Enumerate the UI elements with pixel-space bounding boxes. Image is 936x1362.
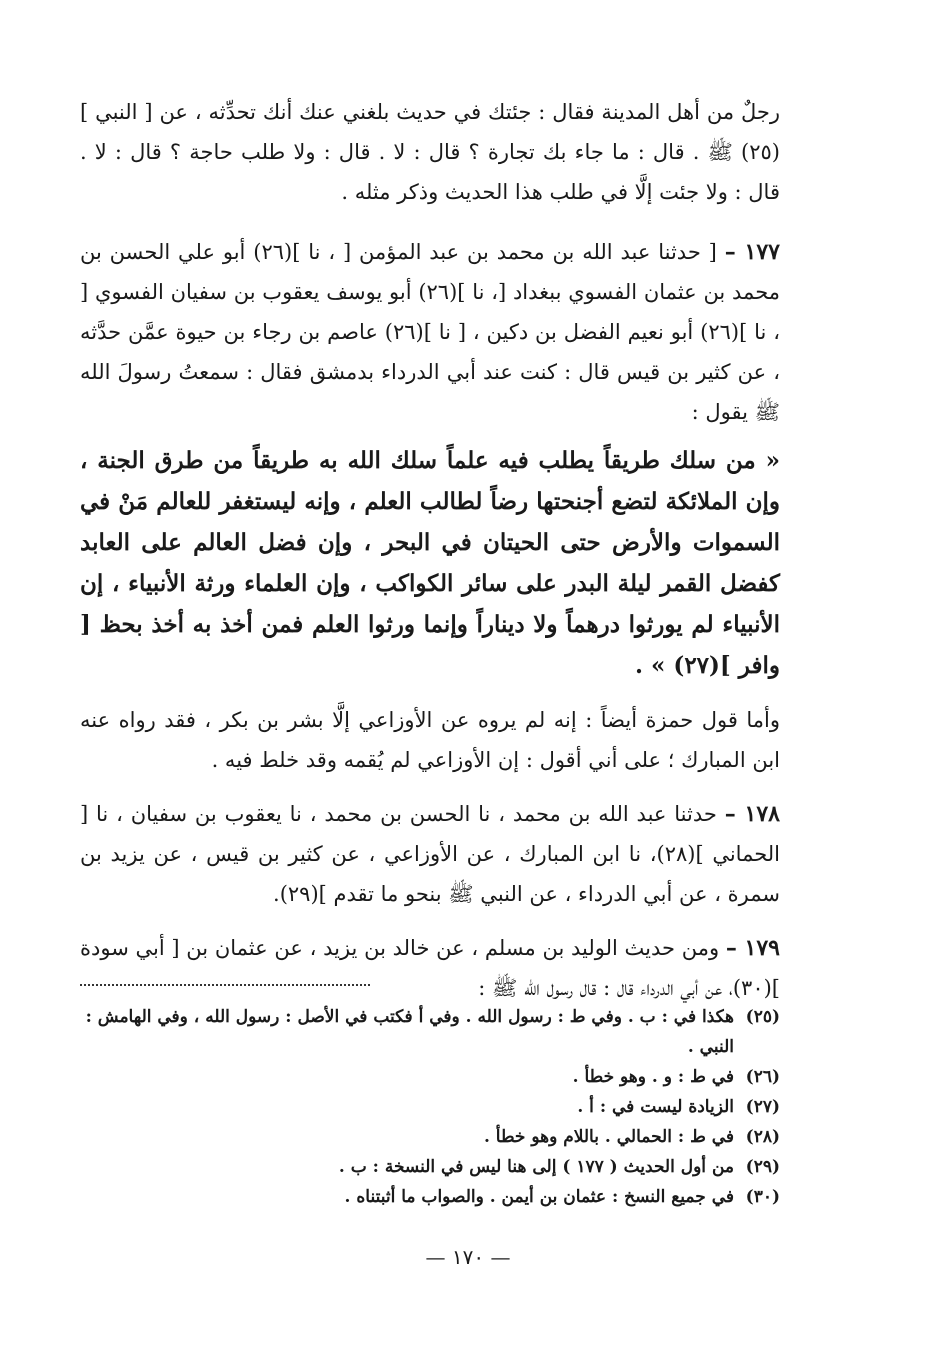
hadith-178-text: حدثنا عبد الله بن محمد ، نا الحسن بن محمد ، نا يعقوب بن سفيان ، نا [ الحماني ](٢٨)، نا ابن المبارك ، عن الأوزاعي ، عن كثير بن قيس ، عن يزيد بن سمرة ، عن أبي الدرداء ، عن النبي ﷺ بنحو ما تقدم ](٢٩).: [80, 802, 780, 906]
page-body: [80, 92, 780, 1207]
footnote-text: في ط : الحمالي . باللام وهو خطأ .: [483, 1127, 734, 1147]
footnote-30: [80, 1182, 780, 1212]
footnote-28: [80, 1122, 780, 1152]
footnotes: [80, 1002, 780, 1212]
footnote-number: (٢٨): [745, 1127, 780, 1147]
hamza-paragraph: وأما قول حمزة أيضاً : إنه لم يروه عن الأوزاعي إلَّا بشر بن بكر ، فقد رواه عنه ابن المبارك ؛ على أني أقول : إن الأوزاعي لم يُقمه وقد خلط فيه .: [80, 708, 780, 772]
footnote-number: (٢٧): [745, 1097, 780, 1117]
hadith-text: « من سلك طريقاً يطلب فيه علماً سلك الله به طريقاً من طرق الجنة ، وإن الملائكة لتضع أجنحتها رضاً لطالب العلم ، وإنه ليستغفر للعالم مَنْ في السموات والأرض حتى الحيتان في البحر ، وإن فضل العالم على العابد كفضل القمر ليلة البدر على سائر الكواكب ، وإن العلماء ورثة الأنبياء ، إن الأنبياء لم يورثوا درهماً ولا ديناراً وإنما ورثوا العلم فمن أخذ به أخذ بحظ [ وافر ](٢٧) » .: [80, 447, 780, 679]
footnote-25: [80, 1002, 780, 1062]
footnote-number: (٢٦): [745, 1067, 780, 1087]
page-number: — ١٧٠ —: [425, 1245, 511, 1269]
footnote-text: في ط : و . وهو خطأ .: [572, 1067, 734, 1087]
footnote-27: [80, 1092, 780, 1122]
footnote-separator: [80, 984, 370, 986]
hadith-178: [80, 794, 780, 914]
hadith-179-text: ومن حديث الوليد بن مسلم ، عن خالد بن يزيد ، عن عثمان بن [ أبي سودة ](٣٠)، عن أبي الدرداء قال : قال رسول الله ﷺ :: [80, 936, 780, 1000]
intro-paragraph: رجلٌ من أهل المدينة فقال : جئتك في حديث بلغني عنك أنك تحدِّثه ، عن [ النبي ](٢٥) ﷺ . قال : ما جاء بك تجارة ؟ قال : لا . قال : ولا طلب حاجة ؟ قال : لا . قال : ولا جئت إلَّا في طلب هذا الحديث وذكر مثله .: [80, 100, 780, 204]
hadith-177-chain: [80, 232, 780, 432]
hadith-177-number: ١٧٧ –: [724, 239, 780, 265]
footnote-number: (٢٥): [745, 1007, 780, 1027]
footnote-text: من أول الحديث ( ١٧٧ ) إلى هنا ليس في النسخة : ب .: [338, 1157, 734, 1177]
footnote-text: هكذا في : ب . وفي ط : رسول الله . وفي أ فكتب في الأصل : رسول الله ، وفي الهامش : النبي .: [85, 1007, 734, 1057]
footnote-29: [80, 1152, 780, 1182]
hadith-179-number: ١٧٩ –: [725, 935, 780, 961]
hadith-177-text: [ حدثنا عبد الله بن محمد بن عبد المؤمن [ ، نا ](٢٦) أبو علي الحسن بن محمد بن عثمان الفسوي ببغداد [، نا ](٢٦) أبو يوسف يعقوب بن سفيان الفسوي [ ، نا ](٢٦) أبو نعيم الفضل بن دكين ، [ نا ](٢٦) عاصم بن رجاء بن حيوة عمَّن حدَّثه ، عن كثير بن قيس قال : كنت عند أبي الدرداء بدمشق فقال : سمعتُ رسولَ الله ﷺ يقول :: [80, 240, 780, 424]
footnote-26: [80, 1062, 780, 1092]
footnote-number: (٢٩): [745, 1157, 780, 1177]
hadith-178-number: ١٧٨ –: [724, 801, 780, 827]
hadith-179: [80, 928, 780, 1008]
footnote-text: الزيادة ليست في : أ .: [577, 1097, 734, 1117]
footnote-text: في جميع النسخ : عثمان بن أيمن . والصواب ما أثبتناه .: [344, 1187, 734, 1207]
footnote-number: (٣٠): [745, 1187, 780, 1207]
